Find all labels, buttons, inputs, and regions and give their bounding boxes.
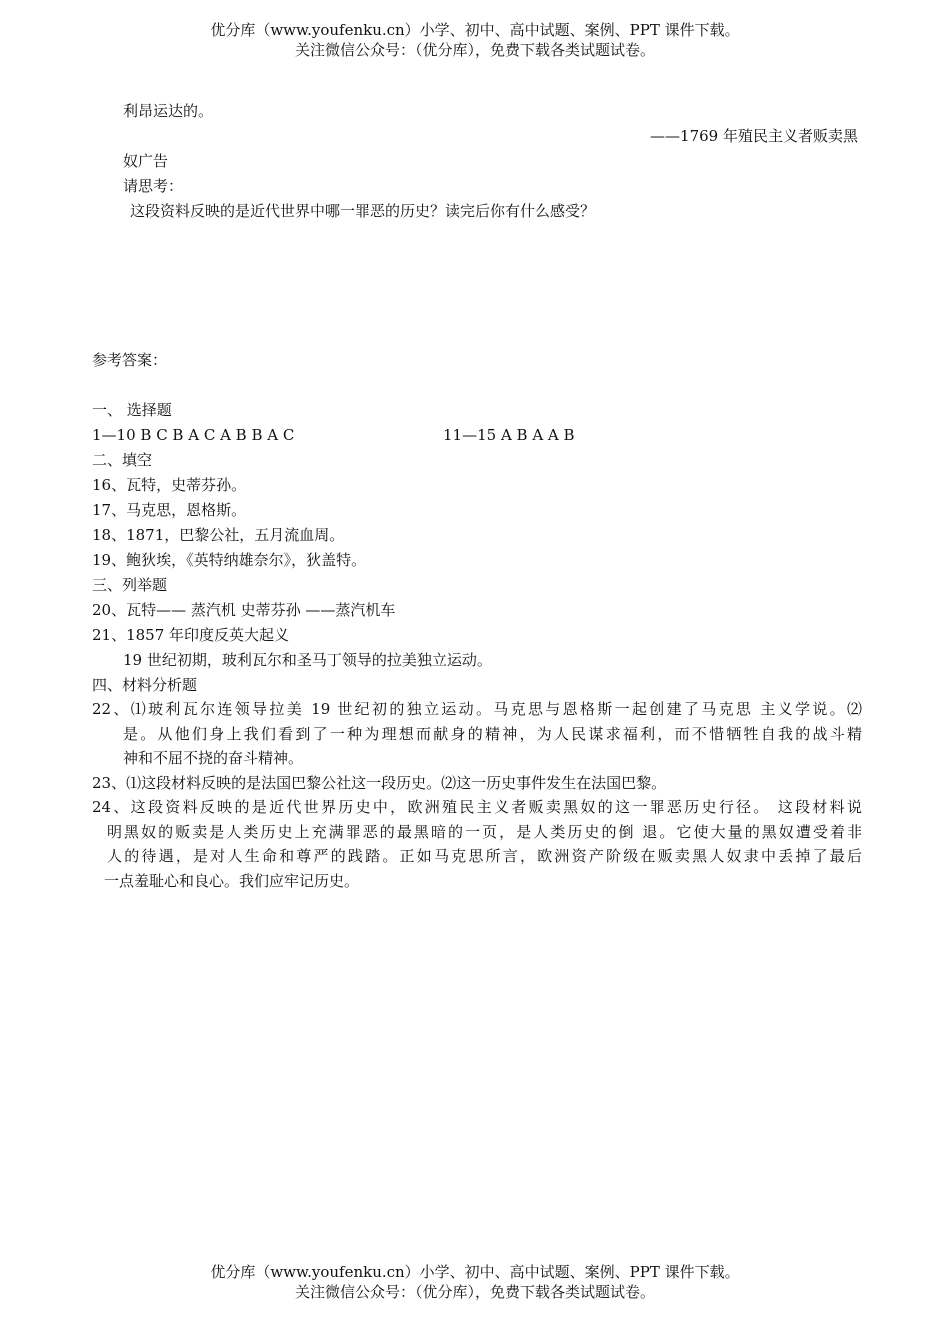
answer-19: 19、鲍狄埃，《英特纳雄奈尔》，狄盖特。: [92, 551, 367, 569]
answer-24-line-4: 一点羞耻心和良心。我们应牢记历史。: [104, 871, 360, 890]
material-source-cont: 奴广告: [123, 152, 169, 170]
section-4-title: 四、材料分析题: [92, 676, 198, 694]
answer-22: [92, 697, 862, 771]
answer-17: 17、马克思，恩格斯。: [92, 501, 247, 519]
section-3-title: 三、列举题: [92, 576, 168, 594]
answer-22-line-2: 是。从他们身上我们看到了一种为理想而献身的精神，为人民谋求福利，而不惜牺牲自我的战斗精: [123, 724, 862, 743]
answers-title: 参考答案：: [92, 351, 168, 369]
answer-24-line-1: 24、这段资料反映的是近代世界历史中，欧洲殖民主义者贩卖黑奴的这一罪恶历史行径。 这段材料说: [92, 798, 862, 816]
answer-22-line-1: 22、⑴玻利瓦尔连领导拉美 19 世纪初的独立运动。马克思与恩格斯一起创建了马克思 主义学说。⑵: [92, 700, 862, 718]
material-text: 利昂运达的。: [123, 102, 214, 120]
answer-21: 21、1857 年印度反英大起义: [92, 626, 290, 644]
page-footer: [0, 1262, 950, 1302]
answer-24-line-3: 人的待遇，是对人生命和尊严的践踏。正如马克思所言，欧洲资产阶级在贩卖黑人奴隶中丢掉了最后: [107, 847, 862, 865]
answer-18: 18、1871，巴黎公社，五月流血周。: [92, 526, 345, 544]
material-source: ——1769 年殖民主义者贩卖黑: [650, 127, 858, 145]
question-prompt: 请思考：: [123, 177, 184, 195]
answer-21-cont: 19 世纪初期，玻利瓦尔和圣马丁领导的拉美独立运动。: [123, 651, 492, 669]
answer-22-line-3: 神和不屈不挠的奋斗精神。: [123, 749, 304, 767]
section-1-title: 一、 选择题: [92, 401, 172, 419]
footer-line-2: 关注微信公众号：（优分库），免费下载各类试题试卷。: [294, 1283, 655, 1301]
answer-24: [92, 795, 862, 893]
answer-16: 16、瓦特，史蒂芬孙。: [92, 476, 247, 494]
page-header: [0, 20, 950, 60]
mc-answers-11-15: 11—15 A B A A B: [443, 426, 575, 444]
answer-23: 23、⑴这段材料反映的是法国巴黎公社这一段历史。⑵这一历史事件发生在法国巴黎。: [92, 774, 667, 792]
header-line-1: 优分库（www.youfenku.cn）小学、初中、高中试题、案例、PPT 课件下载。: [210, 21, 740, 39]
question-text: 这段资料反映的是近代世界中哪一罪恶的历史？读完后你有什么感受？: [130, 202, 596, 220]
answer-20: 20、瓦特—— 蒸汽机 史蒂芬孙 ——蒸汽机车: [92, 601, 396, 619]
mc-answers-1-10: 1—10 B C B A C A B B A C: [92, 426, 295, 444]
footer-line-1: 优分库（www.youfenku.cn）小学、初中、高中试题、案例、PPT 课件下载。: [210, 1263, 740, 1281]
answer-24-line-2: 明黑奴的贩卖是人类历史上充满罪恶的最黑暗的一页，是人类历史的倒 退。它使大量的黑奴遭受着非: [107, 822, 862, 841]
section-2-title: 二、填空: [92, 451, 153, 469]
header-line-2: 关注微信公众号：（优分库），免费下载各类试题试卷。: [294, 41, 655, 59]
